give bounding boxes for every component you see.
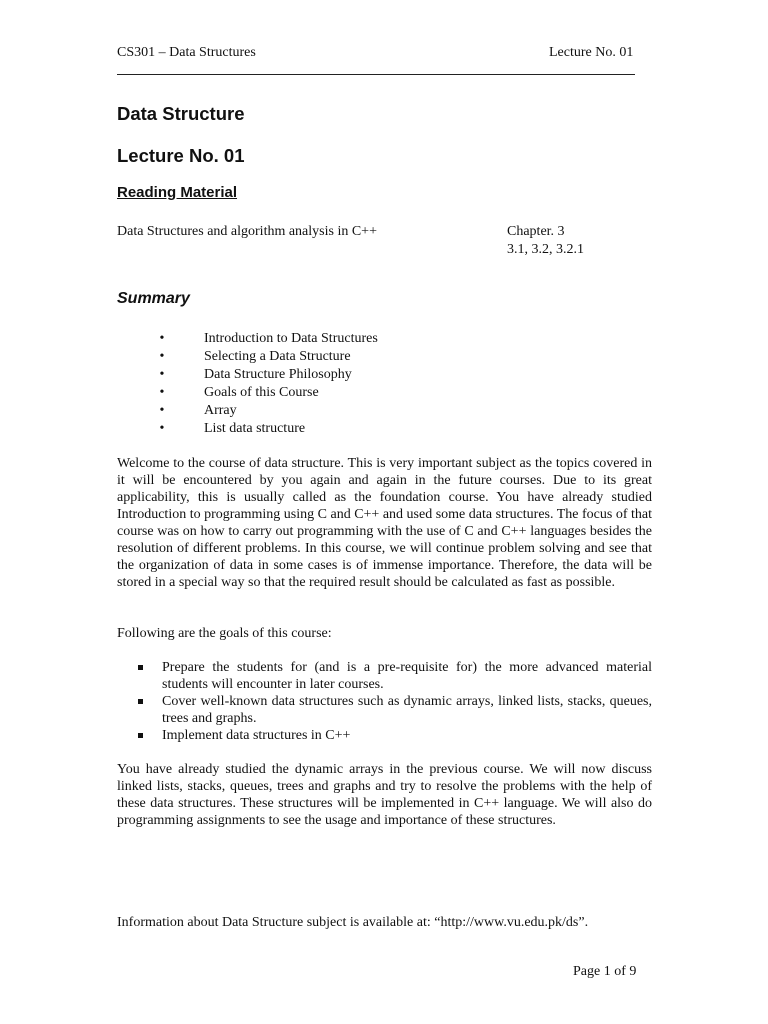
list-item: • Introduction to Data Structures — [157, 330, 557, 348]
goals-list — [135, 659, 652, 744]
list-item: Implement data structures in C++ — [135, 727, 652, 744]
summary-heading: Summary — [117, 290, 190, 307]
closing-paragraph: You have already studied the dynamic arrays in the previous course. We will now discuss linked lists, stacks, queues, trees and graphs and try to resolve the problems with the help of these data structures. These structures will be implemented in C++ language. We will also do programming assignments to see the usage and importance of these structures. — [117, 762, 652, 828]
lecture-title: Lecture No. 01 — [117, 145, 245, 166]
goals-lead: Following are the goals of this course: — [117, 626, 332, 641]
square-bullet-icon — [138, 665, 143, 670]
list-item: Cover well-known data structures such as dynamic arrays, linked lists, stacks, queues, trees and graphs. — [135, 693, 652, 727]
bullet-icon: • — [159, 403, 165, 418]
bullet-icon: • — [159, 385, 165, 400]
list-item: • Data Structure Philosophy — [157, 366, 557, 384]
header-lecture: Lecture No. 01 — [549, 45, 634, 60]
page-number: Page 1 of 9 — [573, 964, 637, 979]
bullet-icon: • — [159, 421, 165, 436]
list-item: • List data structure — [157, 420, 557, 438]
header-course: CS301 – Data Structures — [117, 45, 256, 60]
reading-book: Data Structures and algorithm analysis in C++ — [117, 224, 377, 239]
document-title: Data Structure — [117, 103, 245, 124]
intro-paragraph: Welcome to the course of data structure. This is very important subject as the topics covered in it will be encountered by you again and again in the future courses. Due to its great applicability, this is usually called as the foundation course. You have already studied Introduction to programming using C and C++ and used some data structures. The focus of that course was on how to carry out programming with the use of C and C++ languages besides the resolution of different problems. In this course, we will continue problem solving and see that the organization of data in some cases is of immense importance. Therefore, the data will be stored in a special way so that the required result should be calculated as fast as possible. — [117, 456, 652, 590]
reading-heading: Reading Material — [117, 184, 238, 201]
summary-list — [157, 330, 557, 438]
reading-chapter: Chapter. 3 — [507, 224, 565, 239]
square-bullet-icon — [138, 733, 143, 738]
list-item: Prepare the students for (and is a pre-requisite for) the more advanced material students will encounter in later courses. — [135, 659, 652, 693]
info-line: Information about Data Structure subject is available at: “http://www.vu.edu.pk/ds”. — [117, 915, 589, 930]
bullet-icon: • — [159, 367, 165, 382]
list-item: • Goals of this Course — [157, 384, 557, 402]
bullet-icon: • — [159, 331, 165, 346]
header-rule — [117, 74, 635, 75]
list-item: • Array — [157, 402, 557, 420]
reading-sections: 3.1, 3.2, 3.2.1 — [507, 242, 584, 257]
list-item: • Selecting a Data Structure — [157, 348, 557, 366]
square-bullet-icon — [138, 699, 143, 704]
bullet-icon: • — [159, 349, 165, 364]
